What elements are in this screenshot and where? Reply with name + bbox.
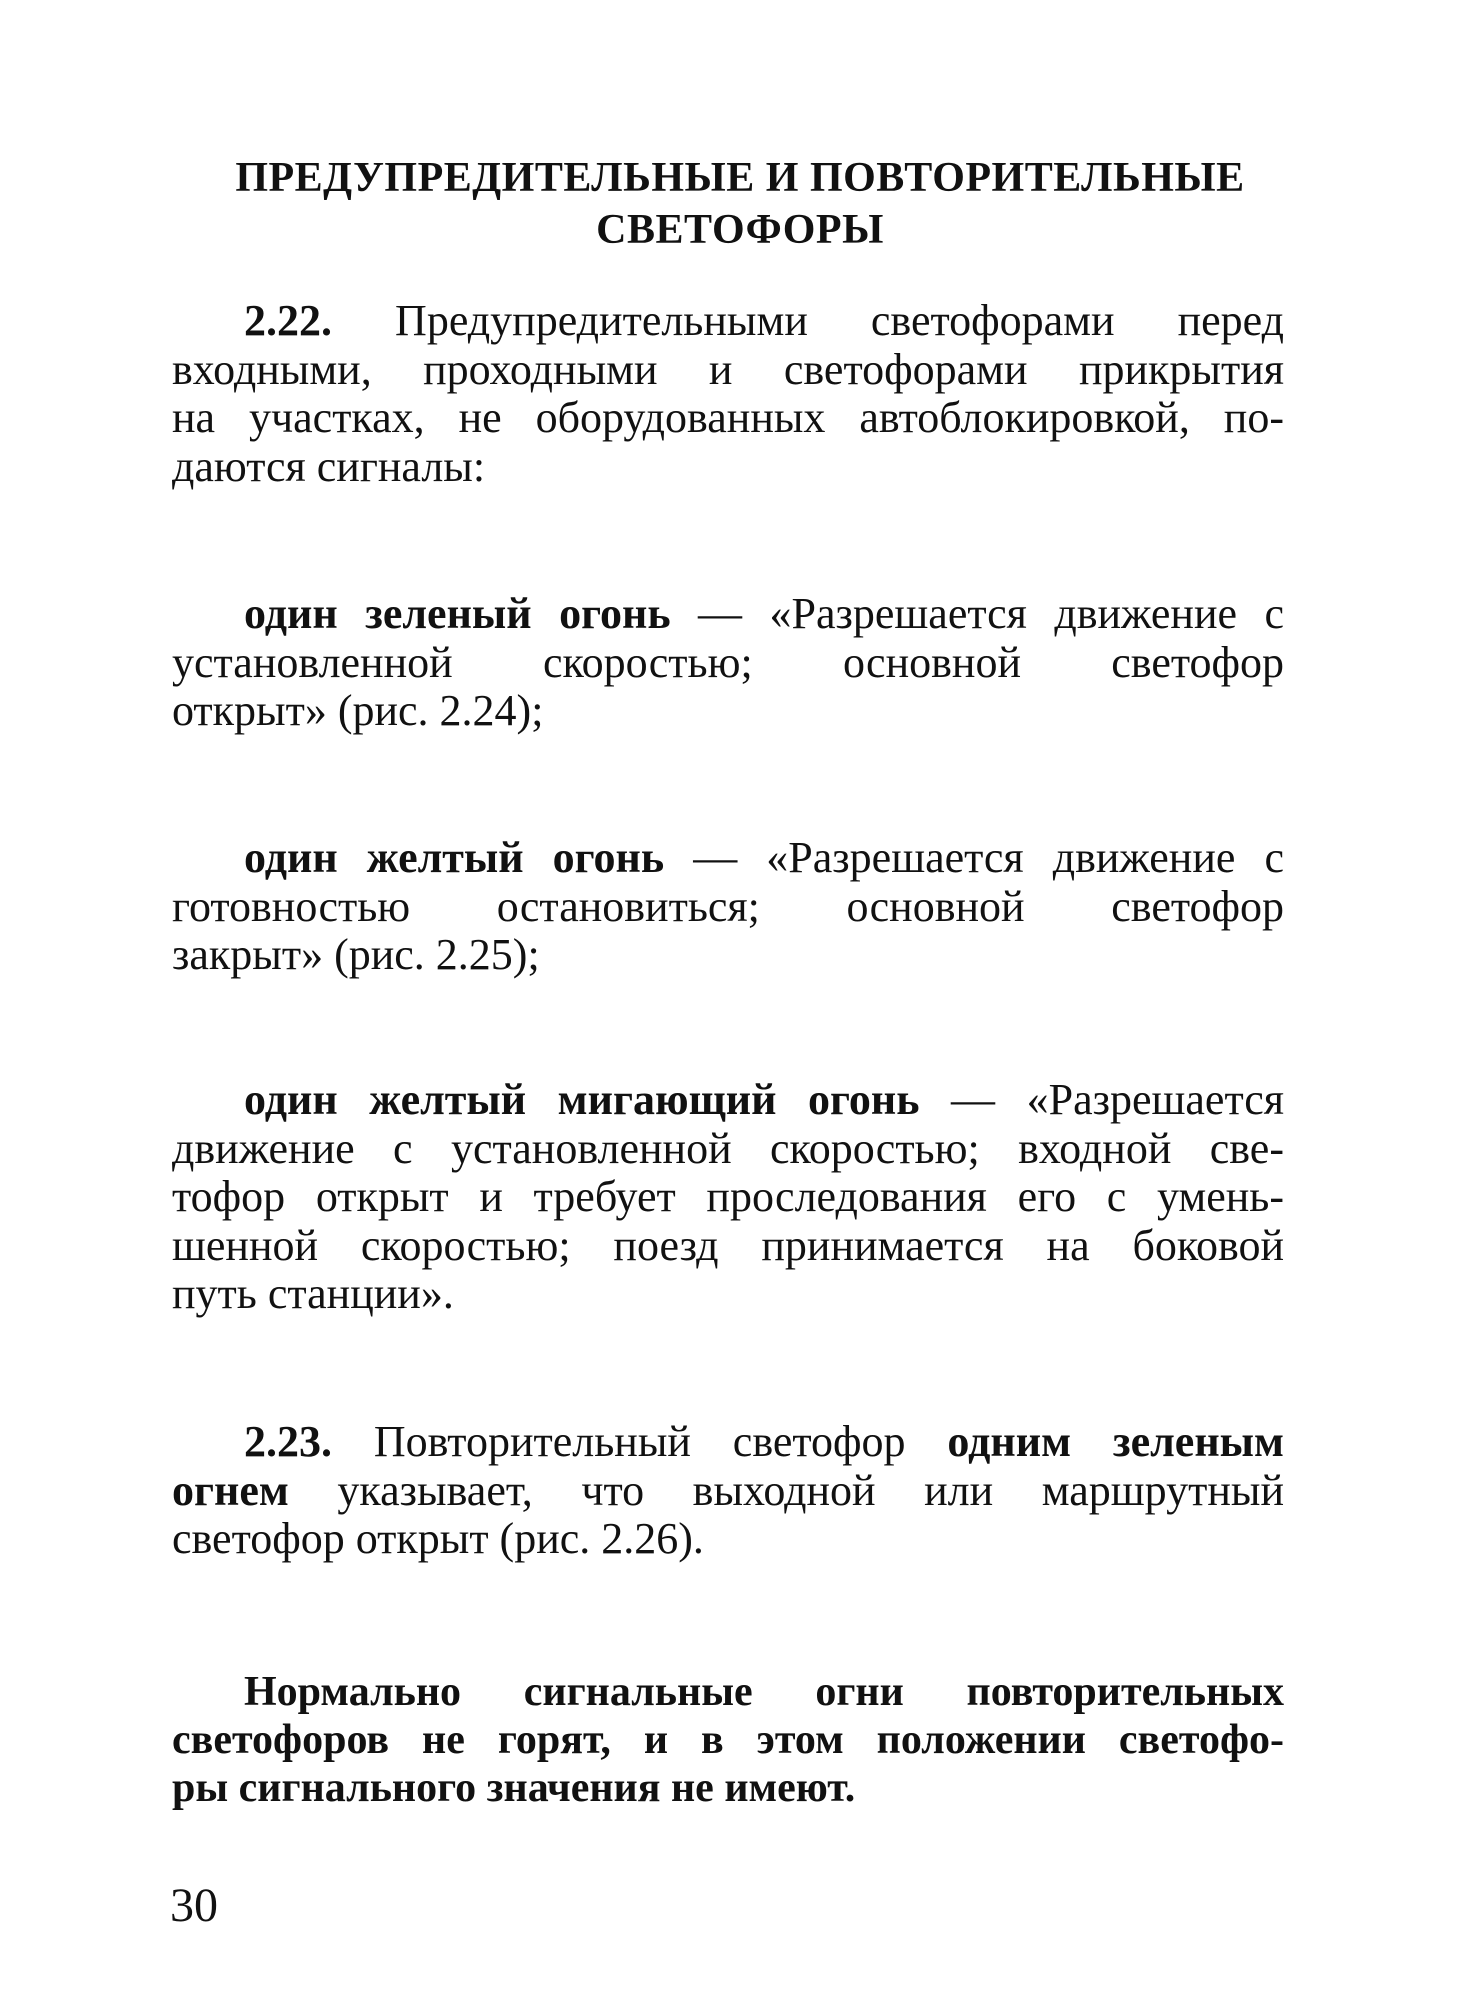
signal-flashing-term: один желтый мигающий огонь	[244, 1075, 920, 1124]
signal-green-line-2: установленной скоростью; основной светофор	[172, 637, 1284, 687]
signal-flashing-line-1: — «Разрешается	[919, 1075, 1284, 1124]
signal-flashing-line-4: шенной скоростью; поезд принимается на боковой	[172, 1220, 1284, 1270]
signal-green-line-1: — «Разрешается движение с	[670, 589, 1284, 638]
paragraph-2-23-line-1-text: Повторительный светофор	[332, 1417, 948, 1466]
paragraph-2-23-line-1-bold: одним зеленым	[947, 1417, 1285, 1466]
signal-green	[172, 590, 1284, 736]
signal-flashing-line-5: путь станции».	[172, 1269, 454, 1318]
signal-yellow-flashing	[172, 1076, 1284, 1319]
paragraph-2-23-line-2-bold: огнем	[172, 1465, 289, 1515]
signal-green-term: один зеленый огонь	[244, 589, 671, 638]
paragraph-2-22	[172, 297, 1284, 491]
signal-flashing-line-2: движение с установленной скоростью; входной све-	[172, 1123, 1284, 1173]
signal-yellow-line-2: готовностью остановиться; основной светофор	[172, 881, 1284, 931]
signal-green-line-3: открыт» (рис. 2.24);	[172, 686, 544, 735]
paragraph-2-22-line-1: Предупредительными светофорами перед	[395, 296, 1285, 345]
section-number-2-22: 2.22.	[244, 296, 332, 345]
heading-line-2: СВЕТОФОРЫ	[596, 207, 884, 253]
note-paragraph	[172, 1668, 1284, 1812]
signal-yellow	[172, 834, 1284, 980]
heading-line-1: ПРЕДУПРЕДИТЕЛЬНЫЕ И ПОВТОРИТЕЛЬНЫЕ	[235, 155, 1245, 201]
page-number: 30	[170, 1879, 218, 1932]
signal-yellow-term: один желтый огонь	[244, 833, 665, 882]
section-heading	[150, 152, 1330, 256]
paragraph-2-23	[172, 1418, 1284, 1564]
note-line-1: Нормально сигнальные огни повторительных	[244, 1669, 1284, 1715]
signal-yellow-line-1: — «Разрешается движение с	[664, 833, 1284, 882]
paragraph-2-23-line-3: светофор открыт (рис. 2.26).	[172, 1514, 704, 1563]
signal-flashing-line-3: тофор открыт и требует проследования его с умень-	[172, 1172, 1284, 1221]
section-number-2-23: 2.23.	[244, 1417, 332, 1466]
paragraph-2-22-line-3: на участках, не оборудованных автоблокировкой, по-	[172, 393, 1284, 442]
note-line-3: ры сигнального значения не имеют.	[172, 1765, 856, 1811]
paragraph-2-22-line-4: даются сигналы:	[172, 441, 486, 491]
note-line-2: светофоров не горят, и в этом положении светофо-	[172, 1717, 1284, 1763]
paragraph-2-23-line-2-text: указывает, что выходной или маршрутный	[288, 1465, 1284, 1515]
signal-yellow-line-3: закрыт» (рис. 2.25);	[172, 930, 540, 979]
paragraph-2-22-line-2: входными, проходными и светофорами прикрытия	[172, 344, 1284, 394]
